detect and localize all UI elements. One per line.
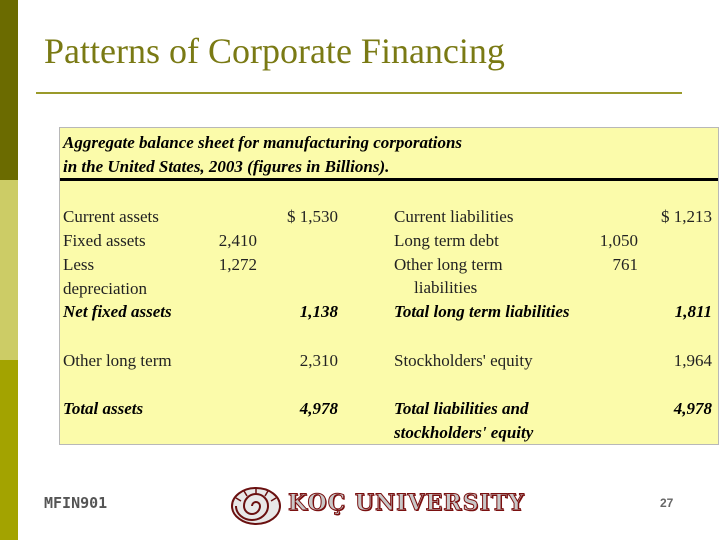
net-fixed-assets-value: 1,138 <box>299 302 338 321</box>
total-liabilities-label-1: Total liabilities and <box>394 399 529 418</box>
other-long-term-liabilities-label: Other long term <box>394 255 503 274</box>
fixed-assets-label: Fixed assets <box>63 231 146 250</box>
stockholders-equity-value: 1,964 <box>673 351 712 370</box>
table-heading-line2: in the United States, 2003 (figures in Billions). <box>63 157 390 176</box>
title-divider <box>36 92 682 94</box>
fixed-assets-value: 2,410 <box>218 231 257 250</box>
balance-sheet-table <box>59 127 719 445</box>
slide-title: Patterns of Corporate Financing <box>44 31 505 71</box>
total-liabilities-label-2: stockholders' equity <box>394 423 534 442</box>
long-term-debt-label: Long term debt <box>394 231 499 250</box>
table-heading <box>63 131 462 179</box>
total-long-term-liabilities-value: 1,811 <box>674 302 712 321</box>
current-assets-value: $ 1,530 <box>287 207 338 226</box>
table-heading-line1: Aggregate balance sheet for manufacturing corporations <box>63 133 463 152</box>
total-assets-label: Total assets <box>63 399 144 418</box>
logo-text: KOÇ UNIVERSITY <box>288 490 525 516</box>
ammonite-emblem-icon <box>230 486 286 526</box>
accent-bar-bottom <box>0 360 18 540</box>
current-assets-label: Current assets <box>63 207 159 226</box>
accent-bar-top <box>0 0 18 180</box>
total-long-term-liabilities-label: Total long term liabilities <box>394 302 570 321</box>
university-logo <box>230 486 525 526</box>
total-assets-value: 4,978 <box>299 399 338 418</box>
less-label: Less <box>63 255 95 274</box>
stockholders-equity-label: Stockholders' equity <box>394 351 533 370</box>
table-heading-divider <box>60 178 718 181</box>
other-long-term-liabilities-label-2: liabilities <box>414 278 478 297</box>
other-long-term-assets-value: 2,310 <box>299 351 338 370</box>
long-term-debt-value: 1,050 <box>599 231 638 250</box>
other-long-term-liabilities-value: 761 <box>612 255 638 274</box>
total-liabilities-value: 4,978 <box>673 399 712 418</box>
current-liabilities-label: Current liabilities <box>394 207 514 226</box>
course-code: MFIN901 <box>44 494 108 512</box>
current-liabilities-value: $ 1,213 <box>661 207 712 226</box>
accent-bar-middle <box>0 180 18 360</box>
other-long-term-assets-label: Other long term <box>63 351 172 370</box>
page-number: 27 <box>660 496 674 510</box>
depreciation-label: depreciation <box>63 279 148 298</box>
net-fixed-assets-label: Net fixed assets <box>63 302 172 321</box>
less-value: 1,272 <box>218 255 257 274</box>
